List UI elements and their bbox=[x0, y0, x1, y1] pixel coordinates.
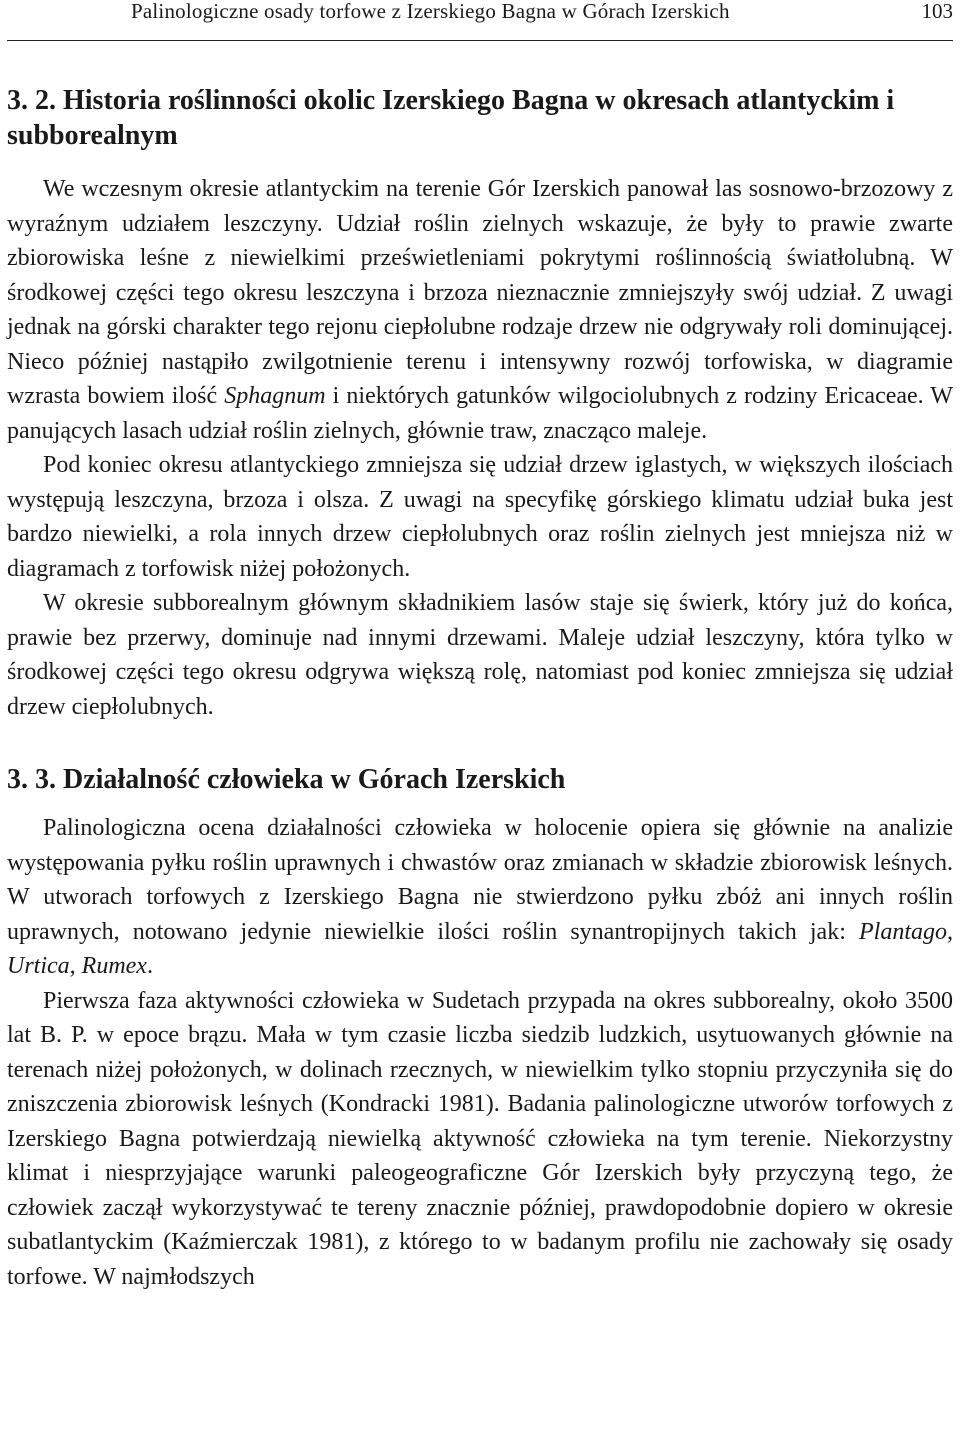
section-3-3-body bbox=[7, 811, 953, 1294]
running-head-title: Palinologiczne osady torfowe z Izerskiego Bagna w Górach Izerskich bbox=[131, 0, 730, 23]
paragraph: W okresie subborealnym głównym składnikiem lasów staje się świerk, który już do końca, prawie bez przerwy, dominuje nad innymi drzewami. Maleje udział leszczyny, która tylko w środkowej części tego okresu odgrywa większą rolę, natomiast pod koniec zmniejsza się udział drzew ciepłolubnych. bbox=[7, 590, 953, 720]
section-heading-3-2: 3. 2. Historia roślinności okolic Izerskiego Bagna w okresach atlantyckim i subborealnym bbox=[7, 85, 895, 151]
taxon-names: Plantago, Urtica, Rumex bbox=[7, 918, 953, 979]
document-page bbox=[7, 0, 953, 1294]
taxon-name: Sphagnum bbox=[224, 383, 326, 409]
section-heading-3-3: 3. 3. Działalność człowieka w Górach Izerskich bbox=[7, 764, 566, 795]
paragraph: Pod koniec okresu atlantyckiego zmniejsza się udział drzew iglastych, w większych ilościach występują leszczyna, brzoza i olsza. Z uwagi na specyfikę górskiego klimatu udział buka jest bardzo niewielki, a rola innych drzew ciepłolubnych oraz roślin zielnych jest mniejsza niż w diagramach z torfowisk niżej położonych. bbox=[7, 452, 953, 582]
paragraph: Pierwsza faza aktywności człowieka w Sudetach przypada na okres subborealny, około 3500 lat B. P. w epoce brązu. Mała w tym czasie liczba siedzib ludzkich, usytuowanych głównie na terenach niżej położonych, w dolinach rzecznych, w niewielkim tylko stopniu przyczyniła się do zniszczenia zbiorowisk leśnych (Kondracki 1981). Badania palinologiczne utworów torfowych z Izerskiego Bagna potwierdzają niewielką aktywność człowieka na tym terenie. Niekorzystny klimat i niesprzyjające warunki paleogeograficzne Gór Izerskich były przyczyną tego, że człowiek zaczął wykorzystywać te tereny znacznie później, prawdopodobnie dopiero w okresie subatlantyckim (Kaźmierczak 1981), z którego to w badanym profilu nie zachowały się osady torfowe. W najmłodszych bbox=[7, 987, 953, 1290]
page-number: 103 bbox=[921, 0, 953, 23]
section-3-2-body bbox=[7, 172, 953, 724]
running-head bbox=[7, 0, 953, 41]
paragraph: We wczesnym okresie atlantyckim na terenie Gór Izerskich panował las sosnowo-brzozowy z wyraźnym udziałem leszczyny. Udział roślin zielnych wskazuje, że były to prawie zwarte zbiorowiska leśne z niewielkimi prześwietleniami pokrytymi roślinnością światłolubną. W środkowej części tego okresu leszczyna i brzoza nieznacznie zmniejszyły swój udział. Z uwagi jednak na górski charakter tego rejonu ciepłolubne rodzaje drzew nie odgrywały roli dominującej. Nieco później nastąpiło zwilgotnienie terenu i intensywny rozwój torfowiska, w diagramie wzrasta bowiem ilość Sphagnum i niektórych gatunków wilgociolubnych z rodziny Ericaceae. W panujących lasach udział roślin zielnych, głównie traw, znacząco maleje. bbox=[7, 176, 953, 444]
paragraph: Palinologiczna ocena działalności człowieka w holocenie opiera się głównie na analizie występowania pyłku roślin uprawnych i chwastów oraz zmianach w składzie zbiorowisk leśnych. W utworach torfowych z Izerskiego Bagna nie stwierdzono pyłku zbóż ani innych roślin uprawnych, notowano jedynie niewielkie ilości roślin synantropijnych takich jak: Plantago, Urtica, Rumex. bbox=[7, 815, 953, 979]
